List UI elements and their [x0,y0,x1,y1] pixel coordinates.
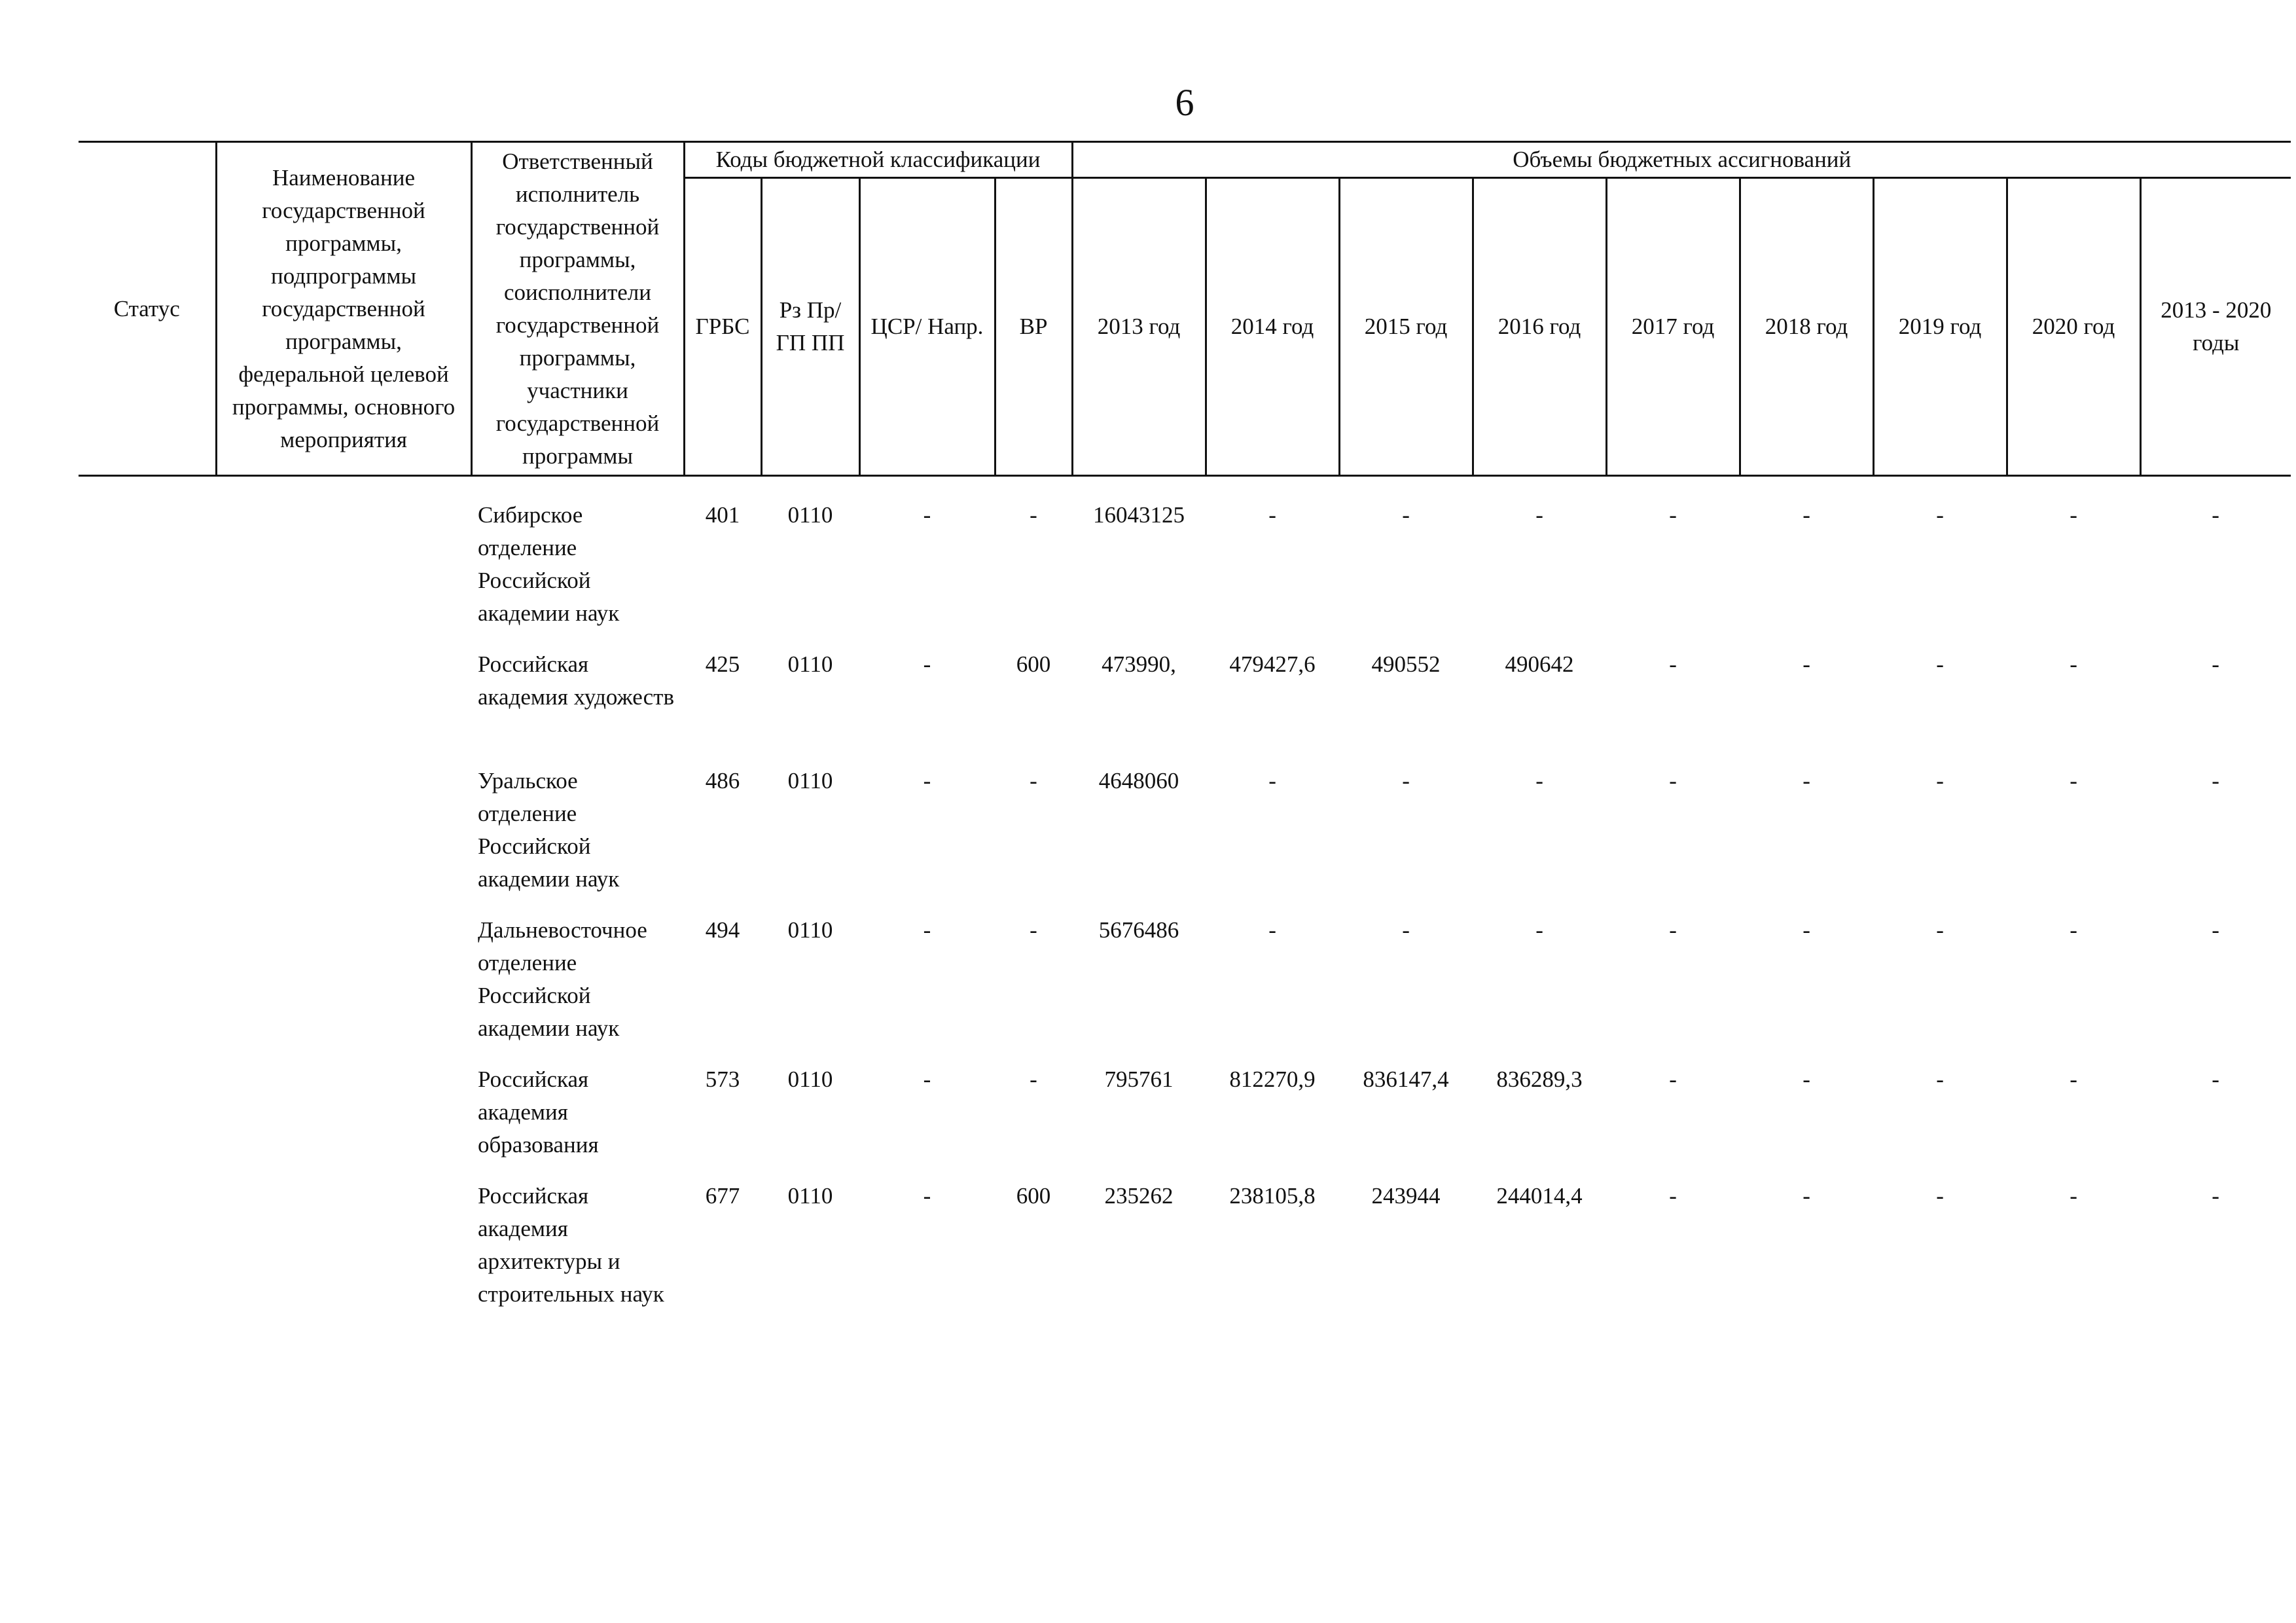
cell-status [79,1180,216,1329]
cell-value: - [1803,1183,1810,1209]
table-row [79,1063,2291,1180]
cell-rzpr: 0110 [787,1183,833,1209]
cell-value: - [1268,502,1276,528]
cell-value: - [1535,917,1543,943]
cell-value: 4648060 [1098,768,1179,793]
table-row [79,765,2291,914]
cell-value: - [1936,768,1944,793]
cell-value: - [2070,1067,2077,1092]
header-year: 2017 год [1606,178,1740,476]
cell-value: - [1669,502,1677,528]
header-program-name: Наименование государственной программы, подпрограммы государственной программы, федеральной целевой программы, основного мероприятия [216,142,471,476]
cell-value: - [1402,917,1410,943]
header-year: 2016 год [1473,178,1606,476]
cell-program [216,765,471,914]
cell-value: - [1936,917,1944,943]
cell-value-total: - [2212,651,2219,677]
cell-value: - [1535,502,1543,528]
cell-value: - [1669,1067,1677,1092]
cell-grbs: 573 [705,1067,740,1092]
header-csr: ЦСР/ Напр. [859,178,995,476]
cell-value: 836289,3 [1496,1067,1583,1092]
cell-value: - [1669,917,1677,943]
cell-value: - [2070,1183,2077,1209]
cell-value: - [1803,917,1810,943]
cell-value: - [1402,768,1410,793]
cell-value: 836147,4 [1363,1067,1449,1092]
cell-value: 243944 [1371,1183,1441,1209]
cell-csr: - [923,502,931,528]
cell-program [216,648,471,765]
cell-executor: Российская академия художеств [478,651,674,710]
cell-value: - [1936,502,1944,528]
cell-vr: - [1030,1067,1037,1092]
cell-csr: - [923,1183,931,1209]
cell-value: - [1402,502,1410,528]
cell-program [216,1180,471,1329]
cell-vr: - [1030,917,1037,943]
cell-value: - [2070,917,2077,943]
cell-value: 244014,4 [1496,1183,1583,1209]
header-vr: ВР [995,178,1072,476]
cell-value-total: - [2212,502,2219,528]
cell-vr: - [1030,768,1037,793]
cell-value-total: - [2212,1067,2219,1092]
cell-value: 473990, [1102,651,1176,677]
cell-value: - [1268,917,1276,943]
cell-grbs: 494 [705,917,740,943]
header-year: 2014 год [1206,178,1339,476]
cell-status [79,914,216,1063]
header-year: 2018 год [1740,178,1873,476]
header-year: 2019 год [1873,178,2007,476]
header-rzpr: Рз Пр/ ГП ПП [761,178,859,476]
budget-allocation-table [79,141,2291,1329]
cell-vr: - [1030,502,1037,528]
cell-grbs: 677 [705,1183,740,1209]
cell-executor: Российская академия образования [478,1067,599,1158]
cell-grbs: 486 [705,768,740,793]
cell-value: - [1669,651,1677,677]
cell-program [216,1063,471,1180]
page-number: 6 [1175,81,1194,124]
cell-value: 795761 [1104,1067,1174,1092]
cell-executor: Российская академия архитектуры и строительных наук [478,1183,664,1307]
cell-rzpr: 0110 [787,768,833,793]
table-row [79,499,2291,648]
header-codes-group: Коды бюджетной классификации [684,142,1072,178]
cell-value: 5676486 [1098,917,1179,943]
spacer-row [79,476,2291,500]
header-year-total: 2013 - 2020 годы [2140,178,2291,476]
cell-csr: - [923,1067,931,1092]
cell-value: - [1803,1067,1810,1092]
cell-status [79,765,216,914]
cell-csr: - [923,768,931,793]
cell-grbs: 425 [705,651,740,677]
cell-value: 16043125 [1093,502,1185,528]
cell-value: - [1803,502,1810,528]
cell-value: 812270,9 [1229,1067,1316,1092]
cell-vr: 600 [1016,651,1051,677]
cell-rzpr: 0110 [787,651,833,677]
cell-value: 490642 [1505,651,1574,677]
cell-value: - [1936,1183,1944,1209]
cell-value: - [2070,502,2077,528]
cell-value-total: - [2212,768,2219,793]
cell-csr: - [923,651,931,677]
cell-status [79,1063,216,1180]
cell-vr: 600 [1016,1183,1051,1209]
cell-value: - [1803,651,1810,677]
cell-value-total: - [2212,917,2219,943]
cell-program [216,914,471,1063]
cell-executor: Дальневосточное отделение Российской академии наук [478,917,647,1041]
cell-rzpr: 0110 [787,502,833,528]
table-row [79,914,2291,1063]
table-row [79,1180,2291,1329]
cell-value: 490552 [1371,651,1441,677]
cell-rzpr: 0110 [787,917,833,943]
table-row [79,648,2291,765]
header-grbs: ГРБС [684,178,761,476]
cell-value: - [1936,1067,1944,1092]
cell-executor: Сибирское отделение Российской академии наук [478,502,620,626]
header-executor: Ответственный исполнитель государственной программы, соисполнители государственной программы, участники государственной программы [471,142,684,476]
cell-value: - [1268,768,1276,793]
header-year: 2013 год [1072,178,1206,476]
cell-value: - [1669,768,1677,793]
header-year: 2020 год [2007,178,2140,476]
cell-value: - [1803,768,1810,793]
cell-value: - [1936,651,1944,677]
cell-value: - [2070,768,2077,793]
cell-value: 238105,8 [1229,1183,1316,1209]
cell-value-total: - [2212,1183,2219,1209]
header-status: Статус [79,142,216,476]
cell-value: 235262 [1104,1183,1174,1209]
cell-grbs: 401 [705,502,740,528]
cell-rzpr: 0110 [787,1067,833,1092]
cell-value: - [1535,768,1543,793]
cell-status [79,648,216,765]
header-year: 2015 год [1339,178,1473,476]
header-volumes-group: Объемы бюджетных ассигнований [1072,142,2291,178]
cell-value: - [1669,1183,1677,1209]
cell-status [79,499,216,648]
cell-program [216,499,471,648]
cell-value: 479427,6 [1229,651,1316,677]
cell-executor: Уральское отделение Российской академии наук [478,768,620,892]
cell-value: - [2070,651,2077,677]
cell-csr: - [923,917,931,943]
